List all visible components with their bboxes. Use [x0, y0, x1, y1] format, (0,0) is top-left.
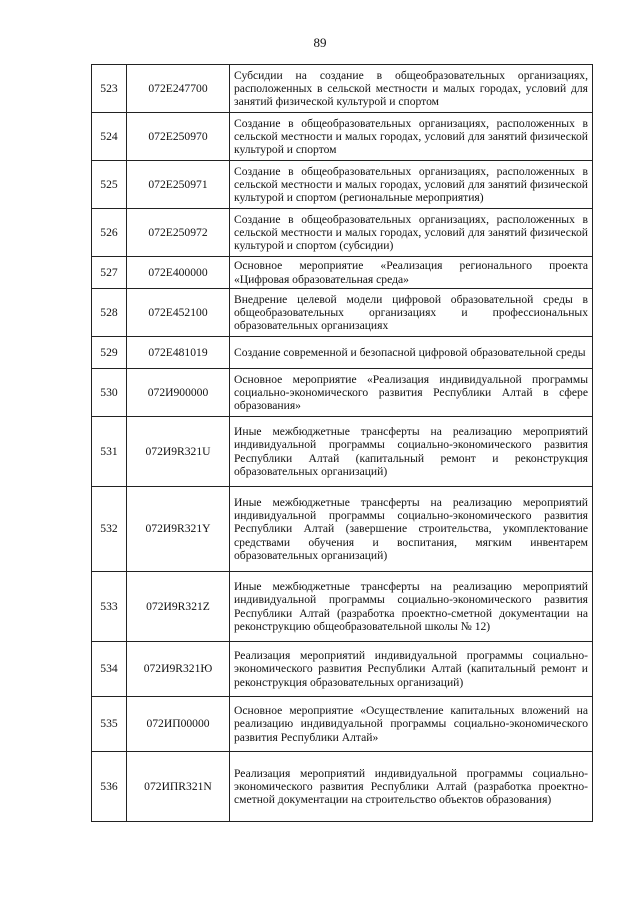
table-row	[92, 487, 593, 572]
row-number: 536	[92, 752, 127, 822]
row-number: 535	[92, 697, 127, 752]
row-description: Внедрение целевой модели цифровой образовательной среды в общеобразовательных организациях и профессиональных образовательных организациях	[230, 289, 593, 337]
row-description: Реализация мероприятий индивидуальной программы социально-экономического развития Республики Алтай (капитальный ремонт и реконструкция образовательных организаций)	[230, 642, 593, 697]
row-number: 529	[92, 337, 127, 369]
row-number: 533	[92, 572, 127, 642]
row-description: Основное мероприятие «Осуществление капитальных вложений на реализацию индивидуальной программы социально-экономического развития Республики Алтай»	[230, 697, 593, 752]
row-description: Реализация мероприятий индивидуальной программы социально-экономического развития Республики Алтай (разработка проектно-сметной документации на строительство объектов образования)	[230, 752, 593, 822]
row-number: 534	[92, 642, 127, 697]
budget-code: 072И9R321Z	[127, 572, 230, 642]
row-number: 531	[92, 417, 127, 487]
table-row	[92, 642, 593, 697]
budget-code: 072E481019	[127, 337, 230, 369]
row-description: Создание современной и безопасной цифровой образовательной среды	[230, 337, 593, 369]
row-number: 525	[92, 161, 127, 209]
row-number: 523	[92, 65, 127, 113]
row-description: Создание в общеобразовательных организациях, расположенных в сельской местности и малых городах, условий для занятий физической культурой и спортом	[230, 113, 593, 161]
table-row	[92, 289, 593, 337]
table-row	[92, 337, 593, 369]
budget-code: 072E452100	[127, 289, 230, 337]
table-row	[92, 161, 593, 209]
row-number: 530	[92, 369, 127, 417]
budget-code: 072И9R321Ю	[127, 642, 230, 697]
row-description: Иные межбюджетные трансферты на реализацию мероприятий индивидуальной программы социально-экономического развития Республики Алтай (капитальный ремонт и реконструкция образовательных организаций)	[230, 417, 593, 487]
row-number: 526	[92, 209, 127, 257]
row-number: 528	[92, 289, 127, 337]
row-number: 532	[92, 487, 127, 572]
table-row	[92, 65, 593, 113]
table-row	[92, 697, 593, 752]
budget-code: 072E250970	[127, 113, 230, 161]
row-description: Основное мероприятие «Реализация индивидуальной программы социально-экономического развития Республики Алтай в сфере образования»	[230, 369, 593, 417]
row-description: Иные межбюджетные трансферты на реализацию мероприятий индивидуальной программы социально-экономического развития Республики Алтай (завершение строительства, укомплектование средствами обучения и воспитания, мягким инвентарем образовательных организаций)	[230, 487, 593, 572]
budget-code: 072И9R321Y	[127, 487, 230, 572]
table-row	[92, 752, 593, 822]
budget-code: 072E247700	[127, 65, 230, 113]
budget-code: 072ИП00000	[127, 697, 230, 752]
budget-code: 072E400000	[127, 257, 230, 289]
budget-code: 072И9R321U	[127, 417, 230, 487]
row-description: Создание в общеобразовательных организациях, расположенных в сельской местности и малых городах, условий для занятий физической культурой и спортом (субсидии)	[230, 209, 593, 257]
row-description: Создание в общеобразовательных организациях, расположенных в сельской местности и малых городах, условий для занятий физической культурой и спортом (региональные мероприятия)	[230, 161, 593, 209]
table-row	[92, 209, 593, 257]
table-row	[92, 369, 593, 417]
row-description: Субсидии на создание в общеобразовательных организациях, расположенных в сельской местности и малых городах, условий для занятий физической культурой и спортом	[230, 65, 593, 113]
row-description: Иные межбюджетные трансферты на реализацию мероприятий индивидуальной программы социально-экономического развития Республики Алтай (разработка проектно-сметной документации на реконструкцию общеобразовательной школы № 12)	[230, 572, 593, 642]
budget-code: 072E250972	[127, 209, 230, 257]
table-row	[92, 572, 593, 642]
row-description: Основное мероприятие «Реализация регионального проекта «Цифровая образовательная среда»	[230, 257, 593, 289]
table-row	[92, 257, 593, 289]
row-number: 527	[92, 257, 127, 289]
budget-codes-table	[91, 64, 593, 822]
table-row	[92, 417, 593, 487]
table-row	[92, 113, 593, 161]
budget-code: 072E250971	[127, 161, 230, 209]
page-number: 89	[313, 35, 327, 50]
budget-code: 072ИПR321N	[127, 752, 230, 822]
budget-code: 072И900000	[127, 369, 230, 417]
row-number: 524	[92, 113, 127, 161]
table-body	[92, 65, 593, 822]
